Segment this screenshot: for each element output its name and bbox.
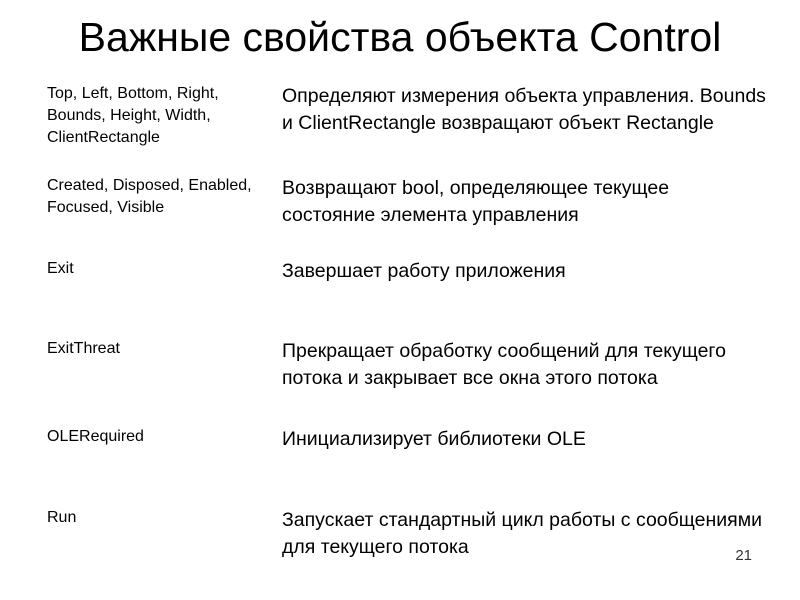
- property-description-cell: Прекращает обработку сообщений для текущего потока и закрывает все окна этого потока: [282, 340, 726, 389]
- property-name-cell: Top, Left, Bottom, Right, Bounds, Height, Width, ClientRectangle: [47, 85, 219, 146]
- property-name-cell: Exit: [47, 260, 74, 277]
- property-name-cell: Run: [47, 509, 77, 526]
- slide-title: Важные свойства объекта Control: [78, 14, 722, 60]
- property-name-cell: OLERequired: [47, 428, 144, 445]
- properties-table: [40, 80, 770, 562]
- property-description-cell: Определяют измерения объекта управления. Bounds и ClientRectangle возвращают объект Rectangle: [282, 85, 766, 134]
- property-description-cell: Возвращают bool, определяющее текущее состояние элемента управления: [282, 177, 670, 226]
- property-description-cell: Запускает стандартный цикл работы с сообщениями для текущего потока: [282, 509, 762, 558]
- property-description-cell: Инициализирует библиотеки OLE: [282, 428, 586, 450]
- property-name-cell: ExitThreat: [47, 340, 120, 357]
- property-name-cell: Created, Disposed, Enabled, Focused, Visible: [47, 177, 252, 216]
- property-description-cell: Завершает работу приложения: [282, 260, 566, 282]
- page-number: 21: [735, 547, 752, 564]
